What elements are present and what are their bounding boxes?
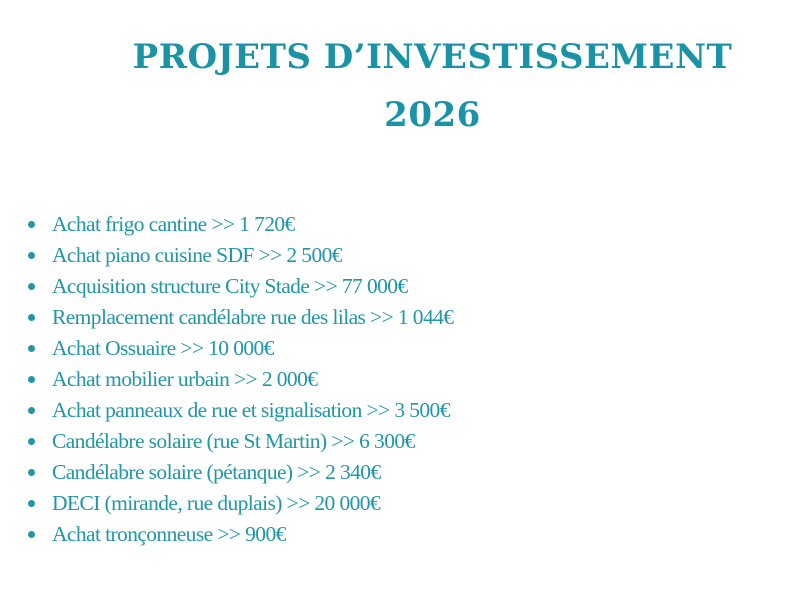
slide-title: [100, 28, 765, 144]
list-item-label: Acquisition structure City Stade >> 77 000€: [52, 274, 408, 298]
list-item: [24, 333, 453, 364]
list-item-label: Achat Ossuaire >> 10 000€: [52, 336, 274, 360]
list-item: [24, 488, 453, 519]
list-item: [24, 302, 453, 333]
bullet-icon: [28, 283, 35, 290]
investment-list: [24, 209, 453, 550]
title-line-2-year: 2026: [384, 95, 481, 135]
list-item-label: Achat mobilier urbain >> 2 000€: [52, 367, 318, 391]
bullet-icon: [28, 252, 35, 259]
list-item-label: Remplacement candélabre rue des lilas >> 1 044€: [52, 305, 454, 329]
list-item: [24, 395, 453, 426]
list-item: [24, 426, 453, 457]
list-item-label: Candélabre solaire (pétanque) >> 2 340€: [52, 460, 381, 484]
list-item: [24, 271, 453, 302]
bullet-icon: [28, 345, 35, 352]
bullet-icon: [28, 469, 35, 476]
list-item-label: DECI (mirande, rue duplais) >> 20 000€: [52, 491, 381, 515]
list-item-label: Achat frigo cantine >> 1 720€: [52, 212, 295, 236]
bullet-icon: [28, 531, 35, 538]
bullet-icon: [28, 376, 35, 383]
list-item: [24, 364, 453, 395]
list-item: [24, 457, 453, 488]
list-item: [24, 519, 453, 550]
list-item-label: Achat panneaux de rue et signalisation >> 3 500€: [52, 398, 450, 422]
list-item-label: Achat piano cuisine SDF >> 2 500€: [52, 243, 342, 267]
list-item: [24, 209, 453, 240]
bullet-icon: [28, 221, 35, 228]
list-item: [24, 240, 453, 271]
list-item-label: Achat tronçonneuse >> 900€: [52, 522, 286, 546]
bullet-icon: [28, 314, 35, 321]
bullet-icon: [28, 500, 35, 507]
list-item-label: Candélabre solaire (rue St Martin) >> 6 300€: [52, 429, 415, 453]
title-line-1: PROJETS D’INVESTISSEMENT: [132, 37, 733, 77]
bullet-icon: [28, 438, 35, 445]
bullet-icon: [28, 407, 35, 414]
